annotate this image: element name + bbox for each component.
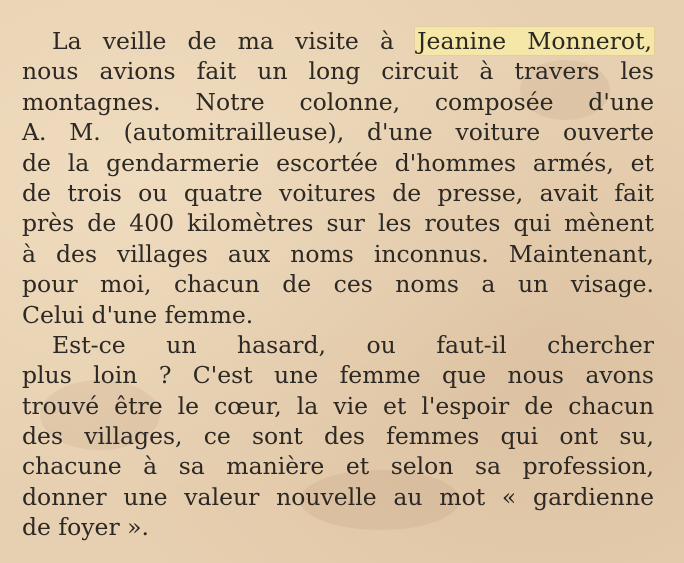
text-line: de trois ou quatre voitures de presse, avait fait [22, 178, 654, 207]
highlighted-name: Jeanine Monnerot, [417, 27, 652, 55]
article-text [22, 26, 654, 543]
text-line: pour moi, chacun de ces noms a un visage. [22, 270, 654, 299]
text-line [22, 26, 654, 56]
text-line: plus loin ? C'est une femme que nous avons [22, 361, 654, 390]
text-line: près de 400 kilomètres sur les routes qui mènent [22, 209, 654, 238]
text-line: montagnes. Notre colonne, composée d'une [22, 87, 654, 116]
text-line: de foyer ». [22, 513, 150, 542]
text-line: nous avions fait un long circuit à travers les [22, 57, 654, 86]
text-line: à des villages aux noms inconnus. Maintenant, [22, 239, 654, 268]
text-line: A. M. (automitrailleuse), d'une voiture ouverte [22, 118, 654, 147]
text-line: Est-ce un hasard, ou faut-il chercher [52, 330, 654, 359]
text-fragment: La veille de ma visite à [52, 27, 416, 55]
paragraph-2 [22, 330, 654, 543]
text-line: Celui d'une femme. [22, 300, 254, 329]
text-line: de la gendarmerie escortée d'hommes armés, et [22, 148, 654, 177]
text-line: donner une valeur nouvelle au mot « gardienne [22, 482, 654, 511]
text-line: chacune à sa manière et selon sa profession, [22, 452, 654, 481]
text-line: trouvé être le cœur, la vie et l'espoir de chacun [22, 391, 654, 420]
text-line: des villages, ce sont des femmes qui ont su, [22, 422, 654, 451]
paragraph-1 [22, 26, 654, 330]
